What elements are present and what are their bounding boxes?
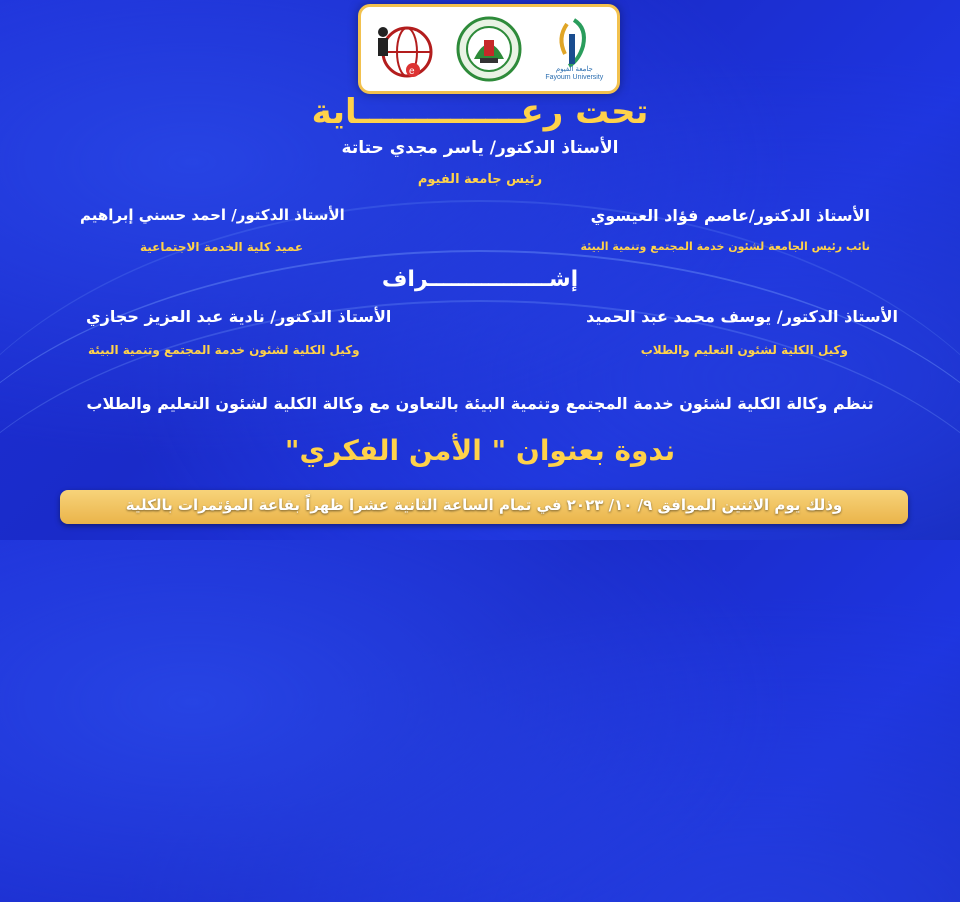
- patron-role: رئيس جامعة الفيوم: [417, 172, 543, 187]
- patron-name: الأستاذ الدكتور/ ياسر مجدي حتاتة: [341, 138, 619, 158]
- logo-social-work: [369, 14, 439, 84]
- svg-text:e: e: [408, 66, 415, 77]
- logos-panel: [358, 4, 620, 94]
- left-person-role: عميد كلية الخدمة الاجتماعية: [140, 240, 304, 254]
- background-wave: [0, 200, 960, 902]
- right-person-name: الأستاذ الدكتور/عاصم فؤاد العيسوي: [590, 206, 870, 225]
- seminar-title: ندوة بعنوان " الأمن الفكري": [284, 434, 676, 467]
- logo-community-service: [454, 14, 524, 84]
- sup-right-role: وكيل الكلية لشئون التعليم والطلاب: [640, 343, 848, 357]
- logo-fayoum-university: [539, 14, 609, 84]
- sup-left-role: وكيل الكلية لشئون خدمة المجتمع وتنمية البيئة: [88, 343, 360, 357]
- fayoum-logo-arabic: جامعة الفيوم: [555, 66, 593, 73]
- sup-right-name: الأستاذ الدكتور/ يوسف محمد عبد الحميد: [586, 307, 898, 326]
- organizer-text: تنظم وكالة الكلية لشئون خدمة المجتمع وتنمية البيئة بالتعاون مع وكالة الكلية لشئون التعليم والطلاب: [86, 394, 874, 413]
- sup-left-name: الأستاذ الدكتور/ نادية عبد العزيز حجازي: [86, 307, 392, 326]
- left-person-name: الأستاذ الدكتور/ احمد حسني إبراهيم: [80, 206, 345, 224]
- supervision-title: إشــــــــــــــــراف: [381, 267, 579, 292]
- fayoum-logo-text: [539, 66, 609, 82]
- right-person-role: نائب رئيس الجامعة لشئون خدمة المجتمع وتنمية البيئة: [580, 240, 870, 253]
- date-text: وذلك يوم الاثنين الموافق ٩/ ١٠/ ٢٠٢٣ في تمام الساعة الثانية عشرا ظهراً بقاعة المؤتمرات بالكلية: [125, 496, 843, 514]
- patronage-title: تحت رعــــــــــــــاية: [311, 92, 649, 132]
- fayoum-logo-english: Fayoum University: [545, 74, 604, 81]
